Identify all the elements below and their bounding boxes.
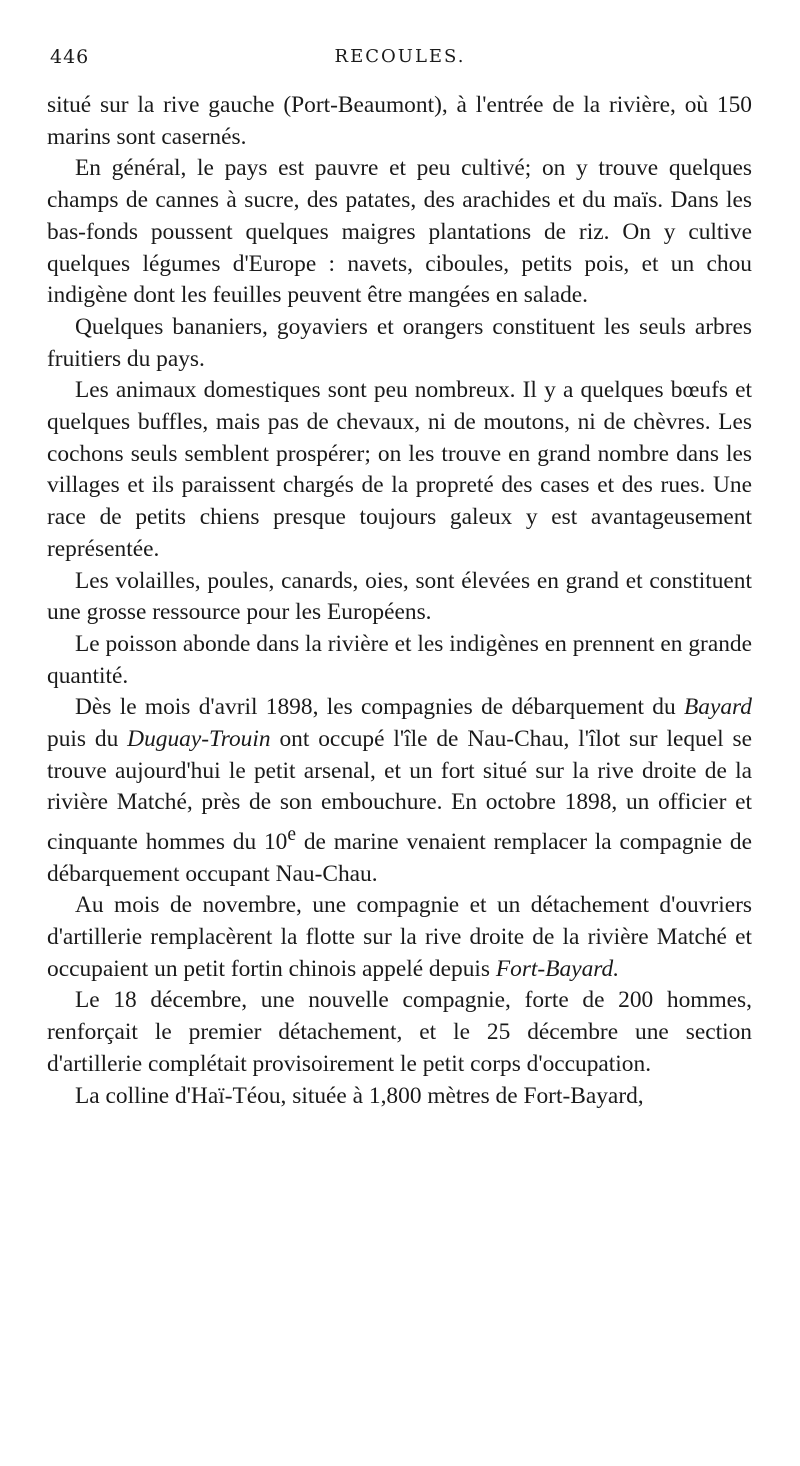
fort-bayard-emphasis: Fort-Bayard. bbox=[495, 955, 620, 982]
paragraph-arrival bbox=[47, 692, 752, 890]
arrival-text-4: de marine venaient remplacer la compagnie de débarquement occupant Nau-Chau. bbox=[47, 828, 752, 887]
paragraph-country: En général, le pays est pauvre et peu cultivé; on y trouve quelques champs de cannes à sucre, des patates, des arachides et du maïs. Dans les bas-fonds poussent quelques maigres plantations de riz. On y cultive quelques légumes d'Europe : navets, ciboules, petits pois, et un chou indigène dont les feuilles peuvent être mangées en salade. bbox=[47, 155, 752, 309]
paragraph-poultry: Les volailles, poules, canards, oies, sont élevées en grand et constituent une grosse ressource pour les Européens. bbox=[47, 567, 752, 626]
running-head bbox=[50, 46, 750, 76]
running-title: RECOULES. bbox=[334, 46, 466, 67]
paragraph-domestic-animals: Les animaux domestiques sont peu nombreux. Il y a quelques bœufs et quelques buffles, mais pas de chevaux, ni de moutons, ni de chèvres. Les cochons seuls semblent prospérer; on les trouve en grand nombre dans les villages et ils paraissent chargés de la propreté des cases et des rues. Une race de petits chiens presque toujours galeux y est avantageusement représentée. bbox=[47, 377, 752, 562]
paragraph-november bbox=[47, 890, 752, 985]
page-number: 446 bbox=[50, 46, 90, 68]
ship-name-duguay-trouin: Duguay-Trouin bbox=[127, 726, 271, 753]
paragraph-fish: Le poisson abonde dans la rivière et les indigènes en prennent en grande quantité. bbox=[47, 630, 752, 689]
arrival-text-3: ont occupé l'île de Nau-Chau, l'îlot sur lequel se trouve aujourd'hui le petit arsenal, et un fort situé sur la rive droite de la rivière Matché, près de son embouchure. En octobre 1898, un officier et cinquante hommes du 10 bbox=[47, 726, 752, 855]
arrival-text-1: Dès le mois d'avril 1898, les compagnies de débarquement du bbox=[75, 694, 684, 721]
paragraph-continuation: situé sur la rive gauche (Port-Beaumont), à l'entrée de la rivière, où 150 marins sont casernés. bbox=[47, 92, 752, 150]
paragraph-fruit-trees: Quelques bananiers, goyaviers et orangers constituent les seuls arbres fruitiers du pays. bbox=[47, 313, 752, 372]
arrival-text-2: puis du bbox=[47, 726, 128, 753]
paragraph-hill: La colline d'Haï-Téou, située à 1,800 mètres de Fort-Bayard, bbox=[75, 1082, 644, 1109]
ship-name-bayard: Bayard bbox=[684, 694, 752, 721]
ordinal-superscript: e bbox=[287, 824, 297, 846]
paragraph-december: Le 18 décembre, une nouvelle compagnie, forte de 200 hommes, renforçait le premier détachement, et le 25 décembre une section d'artillerie complétait provisoirement le petit corps d'occupation. bbox=[47, 987, 752, 1077]
november-text: Au mois de novembre, une compagnie et un détachement d'ouvriers d'artillerie remplacèrent la flotte sur la rive droite de la rivière Matché et occupaient un petit fortin chinois appelé depuis bbox=[47, 892, 752, 982]
body-text bbox=[47, 90, 752, 1112]
